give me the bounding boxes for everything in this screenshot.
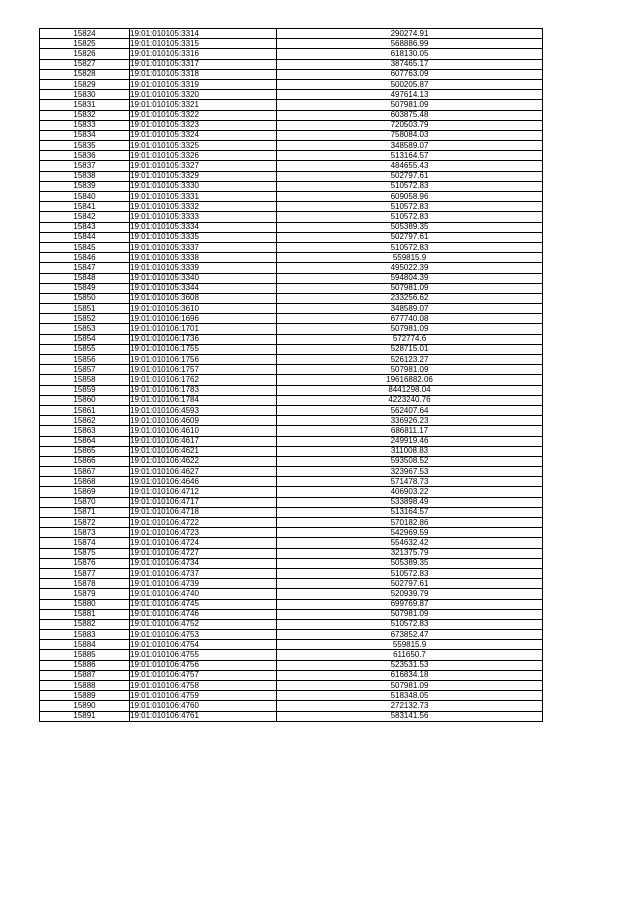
table-body [40, 29, 543, 722]
table-row [40, 212, 543, 222]
cadastral-value-cell: 603875.48 [277, 110, 543, 120]
row-number-cell: 15844 [40, 232, 130, 242]
row-number-cell: 15825 [40, 39, 130, 49]
cadastral-number-cell: 19:01:010105:3608 [130, 293, 277, 303]
row-number-cell: 15876 [40, 558, 130, 568]
cadastral-value-cell: 523531.53 [277, 660, 543, 670]
row-number-cell: 15862 [40, 416, 130, 426]
row-number-cell: 15883 [40, 630, 130, 640]
cadastral-number-cell: 19:01:010106:4621 [130, 446, 277, 456]
cadastral-value-cell: 19616882.06 [277, 375, 543, 385]
table-row [40, 681, 543, 691]
cadastral-number-cell: 19:01:010106:4627 [130, 467, 277, 477]
cadastral-number-cell: 19:01:010106:1755 [130, 344, 277, 354]
cadastral-number-cell: 19:01:010106:1756 [130, 355, 277, 365]
row-number-cell: 15866 [40, 456, 130, 466]
cadastral-value-cell: 8441298.04 [277, 385, 543, 395]
cadastral-number-cell: 19:01:010105:3316 [130, 49, 277, 59]
table-row [40, 79, 543, 89]
table-row [40, 548, 543, 558]
cadastral-value-cell: 572774.6 [277, 334, 543, 344]
cadastral-value-cell: 686811.17 [277, 426, 543, 436]
cadastral-number-cell: 19:01:010105:3314 [130, 29, 277, 39]
row-number-cell: 15887 [40, 670, 130, 680]
row-number-cell: 15853 [40, 324, 130, 334]
cadastral-number-cell: 19:01:010106:4754 [130, 640, 277, 650]
cadastral-number-cell: 19:01:010105:3329 [130, 171, 277, 181]
cadastral-value-cell: 510572.83 [277, 212, 543, 222]
table-row [40, 334, 543, 344]
table-row [40, 416, 543, 426]
cadastral-number-cell: 19:01:010106:4646 [130, 477, 277, 487]
row-number-cell: 15860 [40, 395, 130, 405]
cadastral-number-cell: 19:01:010106:4724 [130, 538, 277, 548]
row-number-cell: 15857 [40, 365, 130, 375]
cadastral-number-cell: 19:01:010106:4756 [130, 660, 277, 670]
cadastral-number-cell: 19:01:010106:4712 [130, 487, 277, 497]
table-row [40, 640, 543, 650]
table-row [40, 202, 543, 212]
cadastral-value-cell: 507981.09 [277, 324, 543, 334]
cadastral-value-cell: 502797.61 [277, 232, 543, 242]
table-row [40, 711, 543, 721]
cadastral-value-cell: 510572.83 [277, 202, 543, 212]
table-row [40, 39, 543, 49]
table-row [40, 558, 543, 568]
table-row [40, 120, 543, 130]
cadastral-value-cell: 570182.86 [277, 518, 543, 528]
row-number-cell: 15871 [40, 507, 130, 517]
row-number-cell: 15839 [40, 181, 130, 191]
row-number-cell: 15842 [40, 212, 130, 222]
row-number-cell: 15882 [40, 619, 130, 629]
table-row [40, 90, 543, 100]
cadastral-number-cell: 19:01:010105:3327 [130, 161, 277, 171]
row-number-cell: 15848 [40, 273, 130, 283]
cadastral-number-cell: 19:01:010106:4617 [130, 436, 277, 446]
cadastral-value-cell: 507981.09 [277, 609, 543, 619]
cadastral-number-cell: 19:01:010106:1736 [130, 334, 277, 344]
row-number-cell: 15877 [40, 568, 130, 578]
table-row [40, 467, 543, 477]
cadastral-value-cell: 533898.49 [277, 497, 543, 507]
cadastral-number-cell: 19:01:010105:3335 [130, 232, 277, 242]
row-number-cell: 15870 [40, 497, 130, 507]
cadastral-number-cell: 19:01:010105:3332 [130, 202, 277, 212]
row-number-cell: 15891 [40, 711, 130, 721]
cadastral-number-cell: 19:01:010105:3333 [130, 212, 277, 222]
cadastral-number-cell: 19:01:010105:3610 [130, 304, 277, 314]
table-row [40, 344, 543, 354]
row-number-cell: 15880 [40, 599, 130, 609]
row-number-cell: 15845 [40, 242, 130, 252]
cadastral-value-table [39, 28, 543, 722]
table-row [40, 487, 543, 497]
cadastral-value-cell: 272132.73 [277, 701, 543, 711]
row-number-cell: 15833 [40, 120, 130, 130]
cadastral-number-cell: 19:01:010106:4717 [130, 497, 277, 507]
cadastral-value-cell: 249919.46 [277, 436, 543, 446]
cadastral-number-cell: 19:01:010105:3315 [130, 39, 277, 49]
cadastral-value-cell: 520939.79 [277, 589, 543, 599]
table-row [40, 314, 543, 324]
cadastral-number-cell: 19:01:010106:4761 [130, 711, 277, 721]
row-number-cell: 15838 [40, 171, 130, 181]
table-row [40, 446, 543, 456]
cadastral-number-cell: 19:01:010106:4727 [130, 548, 277, 558]
cadastral-value-cell: 495022.39 [277, 263, 543, 273]
cadastral-value-cell: 562407.64 [277, 405, 543, 415]
table-row [40, 365, 543, 375]
cadastral-value-cell: 233256.62 [277, 293, 543, 303]
row-number-cell: 15863 [40, 426, 130, 436]
cadastral-number-cell: 19:01:010105:3325 [130, 141, 277, 151]
cadastral-number-cell: 19:01:010106:4723 [130, 528, 277, 538]
cadastral-number-cell: 19:01:010106:4757 [130, 670, 277, 680]
cadastral-number-cell: 19:01:010105:3337 [130, 242, 277, 252]
cadastral-value-cell: 502797.61 [277, 171, 543, 181]
cadastral-number-cell: 19:01:010106:1783 [130, 385, 277, 395]
cadastral-value-cell: 720503.79 [277, 120, 543, 130]
table-row [40, 650, 543, 660]
cadastral-value-cell: 336926.23 [277, 416, 543, 426]
cadastral-value-cell: 677740.08 [277, 314, 543, 324]
cadastral-value-cell: 513164.57 [277, 507, 543, 517]
cadastral-value-cell: 526123.27 [277, 355, 543, 365]
cadastral-number-cell: 19:01:010106:4746 [130, 609, 277, 619]
row-number-cell: 15824 [40, 29, 130, 39]
row-number-cell: 15881 [40, 609, 130, 619]
table-row [40, 49, 543, 59]
table-row [40, 405, 543, 415]
table-row [40, 375, 543, 385]
table-row [40, 263, 543, 273]
table-row [40, 660, 543, 670]
row-number-cell: 15874 [40, 538, 130, 548]
cadastral-value-cell: 616834.18 [277, 670, 543, 680]
row-number-cell: 15873 [40, 528, 130, 538]
row-number-cell: 15841 [40, 202, 130, 212]
row-number-cell: 15835 [40, 141, 130, 151]
cadastral-number-cell: 19:01:010106:1696 [130, 314, 277, 324]
table-row [40, 589, 543, 599]
cadastral-value-cell: 513164.57 [277, 151, 543, 161]
table-row [40, 304, 543, 314]
cadastral-value-cell: 507981.09 [277, 365, 543, 375]
row-number-cell: 15864 [40, 436, 130, 446]
table-row [40, 222, 543, 232]
cadastral-value-cell: 387465.17 [277, 59, 543, 69]
row-number-cell: 15827 [40, 59, 130, 69]
row-number-cell: 15869 [40, 487, 130, 497]
row-number-cell: 15858 [40, 375, 130, 385]
table-row [40, 161, 543, 171]
row-number-cell: 15859 [40, 385, 130, 395]
table-row [40, 385, 543, 395]
cadastral-number-cell: 19:01:010106:4622 [130, 456, 277, 466]
cadastral-number-cell: 19:01:010106:4752 [130, 619, 277, 629]
cadastral-number-cell: 19:01:010106:1784 [130, 395, 277, 405]
table-row [40, 497, 543, 507]
table-row [40, 507, 543, 517]
row-number-cell: 15875 [40, 548, 130, 558]
table-row [40, 110, 543, 120]
row-number-cell: 15837 [40, 161, 130, 171]
cadastral-value-cell: 497614.13 [277, 90, 543, 100]
cadastral-value-cell: 505389.35 [277, 558, 543, 568]
table-row [40, 242, 543, 252]
cadastral-value-cell: 583141.56 [277, 711, 543, 721]
cadastral-value-cell: 505389.35 [277, 222, 543, 232]
cadastral-value-cell: 618130.05 [277, 49, 543, 59]
row-number-cell: 15872 [40, 518, 130, 528]
cadastral-number-cell: 19:01:010106:1701 [130, 324, 277, 334]
row-number-cell: 15846 [40, 253, 130, 263]
cadastral-number-cell: 19:01:010105:3320 [130, 90, 277, 100]
cadastral-number-cell: 19:01:010106:4753 [130, 630, 277, 640]
cadastral-value-cell: 607763.09 [277, 69, 543, 79]
row-number-cell: 15828 [40, 69, 130, 79]
table-row [40, 456, 543, 466]
table-row [40, 436, 543, 446]
table-row [40, 630, 543, 640]
cadastral-value-cell: 321375.79 [277, 548, 543, 558]
table-row [40, 232, 543, 242]
row-number-cell: 15855 [40, 344, 130, 354]
table-row [40, 151, 543, 161]
cadastral-number-cell: 19:01:010105:3317 [130, 59, 277, 69]
table-row [40, 192, 543, 202]
cadastral-number-cell: 19:01:010106:4593 [130, 405, 277, 415]
cadastral-number-cell: 19:01:010106:4740 [130, 589, 277, 599]
row-number-cell: 15867 [40, 467, 130, 477]
row-number-cell: 15834 [40, 130, 130, 140]
cadastral-value-cell: 406903.22 [277, 487, 543, 497]
row-number-cell: 15843 [40, 222, 130, 232]
cadastral-number-cell: 19:01:010105:3331 [130, 192, 277, 202]
table-row [40, 518, 543, 528]
table-row [40, 426, 543, 436]
cadastral-value-cell: 542969.59 [277, 528, 543, 538]
cadastral-value-cell: 290274.91 [277, 29, 543, 39]
cadastral-value-cell: 593508.52 [277, 456, 543, 466]
cadastral-value-cell: 510572.83 [277, 181, 543, 191]
row-number-cell: 15826 [40, 49, 130, 59]
table-row [40, 619, 543, 629]
cadastral-number-cell: 19:01:010105:3326 [130, 151, 277, 161]
row-number-cell: 15831 [40, 100, 130, 110]
row-number-cell: 15851 [40, 304, 130, 314]
cadastral-number-cell: 19:01:010106:4760 [130, 701, 277, 711]
cadastral-value-cell: 594804.39 [277, 273, 543, 283]
table-row [40, 293, 543, 303]
row-number-cell: 15884 [40, 640, 130, 650]
cadastral-value-cell: 323967.53 [277, 467, 543, 477]
cadastral-value-cell: 500205.87 [277, 79, 543, 89]
row-number-cell: 15861 [40, 405, 130, 415]
row-number-cell: 15878 [40, 579, 130, 589]
table-row [40, 283, 543, 293]
cadastral-value-cell: 568886.99 [277, 39, 543, 49]
cadastral-number-cell: 19:01:010106:4739 [130, 579, 277, 589]
cadastral-number-cell: 19:01:010106:1762 [130, 375, 277, 385]
row-number-cell: 15879 [40, 589, 130, 599]
cadastral-value-cell: 510572.83 [277, 619, 543, 629]
cadastral-number-cell: 19:01:010105:3321 [130, 100, 277, 110]
cadastral-value-cell: 507981.09 [277, 283, 543, 293]
cadastral-number-cell: 19:01:010106:4718 [130, 507, 277, 517]
cadastral-number-cell: 19:01:010105:3340 [130, 273, 277, 283]
row-number-cell: 15856 [40, 355, 130, 365]
cadastral-value-cell: 518348.05 [277, 691, 543, 701]
table-row [40, 691, 543, 701]
cadastral-number-cell: 19:01:010105:3319 [130, 79, 277, 89]
cadastral-value-cell: 758084.03 [277, 130, 543, 140]
row-number-cell: 15885 [40, 650, 130, 660]
cadastral-number-cell: 19:01:010105:3338 [130, 253, 277, 263]
row-number-cell: 15889 [40, 691, 130, 701]
row-number-cell: 15832 [40, 110, 130, 120]
table-row [40, 528, 543, 538]
table-row [40, 701, 543, 711]
row-number-cell: 15888 [40, 681, 130, 691]
row-number-cell: 15850 [40, 293, 130, 303]
row-number-cell: 15829 [40, 79, 130, 89]
table-row [40, 141, 543, 151]
cadastral-number-cell: 19:01:010106:1757 [130, 365, 277, 375]
table-row [40, 670, 543, 680]
cadastral-number-cell: 19:01:010106:4758 [130, 681, 277, 691]
table-row [40, 100, 543, 110]
row-number-cell: 15886 [40, 660, 130, 670]
cadastral-value-cell: 571478.73 [277, 477, 543, 487]
cadastral-number-cell: 19:01:010105:3334 [130, 222, 277, 232]
row-number-cell: 15868 [40, 477, 130, 487]
cadastral-value-cell: 609058.96 [277, 192, 543, 202]
table-row [40, 395, 543, 405]
row-number-cell: 15849 [40, 283, 130, 293]
cadastral-value-cell: 348589.07 [277, 141, 543, 151]
row-number-cell: 15852 [40, 314, 130, 324]
cadastral-value-cell: 699769.87 [277, 599, 543, 609]
cadastral-value-cell: 311008.83 [277, 446, 543, 456]
cadastral-number-cell: 19:01:010106:4722 [130, 518, 277, 528]
cadastral-value-cell: 559815.9 [277, 253, 543, 263]
cadastral-value-cell: 554632.42 [277, 538, 543, 548]
cadastral-number-cell: 19:01:010105:3323 [130, 120, 277, 130]
cadastral-value-cell: 502797.61 [277, 579, 543, 589]
cadastral-value-cell: 507981.09 [277, 681, 543, 691]
table-row [40, 579, 543, 589]
cadastral-value-cell: 611650.7 [277, 650, 543, 660]
row-number-cell: 15890 [40, 701, 130, 711]
table-row [40, 181, 543, 191]
row-number-cell: 15847 [40, 263, 130, 273]
table-row [40, 69, 543, 79]
table-row [40, 477, 543, 487]
cadastral-value-cell: 559815.9 [277, 640, 543, 650]
cadastral-value-cell: 510572.83 [277, 568, 543, 578]
cadastral-number-cell: 19:01:010106:4755 [130, 650, 277, 660]
cadastral-value-cell: 673852.47 [277, 630, 543, 640]
table-row [40, 599, 543, 609]
row-number-cell: 15830 [40, 90, 130, 100]
cadastral-number-cell: 19:01:010106:4610 [130, 426, 277, 436]
table-row [40, 355, 543, 365]
cadastral-number-cell: 19:01:010105:3322 [130, 110, 277, 120]
table-row [40, 324, 543, 334]
table-row [40, 29, 543, 39]
cadastral-number-cell: 19:01:010105:3318 [130, 69, 277, 79]
cadastral-number-cell: 19:01:010106:4737 [130, 568, 277, 578]
table-row [40, 59, 543, 69]
table-row [40, 130, 543, 140]
table-row [40, 171, 543, 181]
cadastral-number-cell: 19:01:010105:3339 [130, 263, 277, 273]
cadastral-number-cell: 19:01:010106:4609 [130, 416, 277, 426]
table-row [40, 609, 543, 619]
cadastral-value-cell: 507981.09 [277, 100, 543, 110]
cadastral-number-cell: 19:01:010106:4759 [130, 691, 277, 701]
cadastral-number-cell: 19:01:010105:3324 [130, 130, 277, 140]
cadastral-value-cell: 348589.07 [277, 304, 543, 314]
cadastral-number-cell: 19:01:010105:3330 [130, 181, 277, 191]
cadastral-value-cell: 484655.43 [277, 161, 543, 171]
row-number-cell: 15865 [40, 446, 130, 456]
cadastral-number-cell: 19:01:010106:4745 [130, 599, 277, 609]
table-row [40, 253, 543, 263]
cadastral-value-cell: 528715.01 [277, 344, 543, 354]
table-row [40, 273, 543, 283]
table-row [40, 568, 543, 578]
cadastral-value-cell: 4223240.76 [277, 395, 543, 405]
cadastral-value-cell: 510572.83 [277, 242, 543, 252]
table-row [40, 538, 543, 548]
cadastral-number-cell: 19:01:010106:4734 [130, 558, 277, 568]
row-number-cell: 15854 [40, 334, 130, 344]
row-number-cell: 15836 [40, 151, 130, 161]
row-number-cell: 15840 [40, 192, 130, 202]
cadastral-number-cell: 19:01:010105:3344 [130, 283, 277, 293]
